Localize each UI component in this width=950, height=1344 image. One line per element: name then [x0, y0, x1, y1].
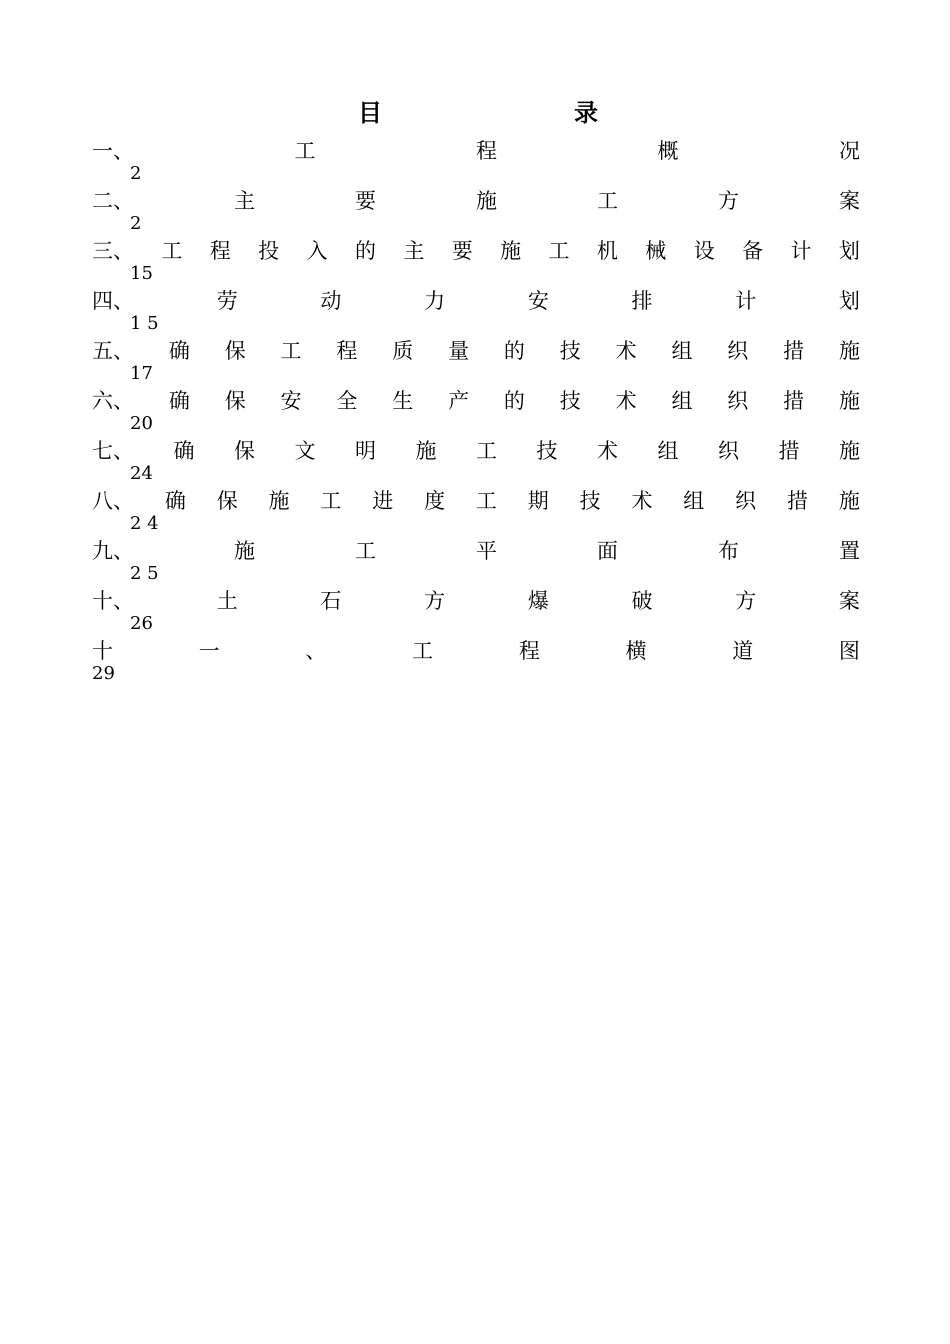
toc-entry-char: 十、 [92, 589, 134, 613]
toc-entry-char: 组 [671, 339, 693, 363]
toc-entry-page-number: 1 5 [130, 313, 159, 334]
toc-entry-heading [92, 587, 860, 615]
toc-entry-char: 明 [355, 439, 376, 463]
toc-entry-char: 工 [476, 439, 497, 463]
toc-entry-char: 确 [168, 389, 190, 413]
toc-entry-char: 五、 [92, 339, 134, 363]
toc-entry[interactable] [92, 637, 860, 687]
toc-entry-char: 程 [476, 139, 497, 163]
toc-entry-page-number: 29 [92, 663, 115, 684]
toc-entry-char: 安 [527, 289, 549, 313]
toc-entry-char: 计 [790, 239, 812, 263]
toc-entry[interactable] [92, 587, 860, 637]
toc-entry-char: 破 [631, 589, 653, 613]
toc-entry-char: 备 [742, 239, 764, 263]
toc-entry-heading [92, 137, 860, 165]
toc-entry-char: 工 [355, 539, 376, 563]
toc-entry[interactable] [92, 337, 860, 387]
toc-entry-heading [92, 337, 860, 365]
toc-entry-char: 的 [354, 239, 376, 263]
toc-entry-char: 八、 [92, 489, 134, 513]
toc-entry-char: 安 [280, 389, 302, 413]
toc-entry-heading [92, 537, 860, 565]
toc-entry-char: 措 [778, 439, 800, 463]
toc-entry-char: 工 [412, 639, 434, 663]
toc-entry-char: 六、 [92, 389, 134, 413]
toc-entry-char: 量 [448, 339, 470, 363]
toc-entry-char: 划 [838, 289, 860, 313]
toc-entry-char: 措 [786, 489, 808, 513]
toc-entry-char: 十 [92, 639, 113, 663]
toc-entry-char: 产 [448, 389, 470, 413]
toc-entry-char: 要 [355, 189, 376, 213]
toc-entry-char: 施 [476, 189, 497, 213]
toc-entry-char: 入 [306, 239, 328, 263]
toc-entry-char: 设 [693, 239, 715, 263]
toc-entry-char: 确 [164, 489, 186, 513]
toc-entry-char: 保 [234, 439, 255, 463]
toc-entry-char: 一 [198, 639, 220, 663]
toc-entry-page-number: 20 [130, 413, 153, 434]
toc-entry-page-number: 2 [130, 163, 142, 184]
toc-entry-char: 一、 [92, 139, 134, 163]
toc-title-char: 目 [358, 98, 382, 127]
toc-entry-char: 要 [451, 239, 473, 263]
toc-entry-char: 施 [838, 389, 860, 413]
toc-entry-char: 的 [503, 339, 525, 363]
toc-entry-char: 概 [657, 139, 679, 163]
toc-entry-char: 横 [625, 639, 647, 663]
toc-entry[interactable] [92, 487, 860, 537]
toc-entry-char: 技 [536, 439, 558, 463]
toc-entry[interactable] [92, 187, 860, 237]
toc-entry-char: 施 [838, 339, 860, 363]
toc-entry-heading [92, 637, 860, 665]
toc-entry-char: 工 [161, 239, 183, 263]
toc-entry-char: 施 [268, 489, 290, 513]
toc-entry-char: 排 [631, 289, 653, 313]
toc-entry-heading [92, 237, 860, 265]
toc-entry-char: 主 [403, 239, 425, 263]
toc-entry-char: 施 [500, 239, 522, 263]
toc-entry-char: 投 [258, 239, 280, 263]
toc-entry-char: 计 [735, 289, 757, 313]
table-of-contents [92, 137, 860, 687]
toc-entry-char: 劳 [216, 289, 238, 313]
toc-entry-char: 况 [839, 139, 860, 163]
toc-entry-char: 术 [615, 339, 637, 363]
toc-entry-char: 七、 [92, 439, 134, 463]
toc-entry-char: 全 [336, 389, 358, 413]
toc-entry-char: 面 [597, 539, 618, 563]
toc-entry-char: 案 [838, 589, 860, 613]
toc-entry-char: 道 [732, 639, 754, 663]
toc-entry-char: 动 [320, 289, 342, 313]
toc-entry-char: 术 [631, 489, 653, 513]
toc-title-char: 录 [574, 98, 598, 127]
toc-entry-char: 术 [597, 439, 618, 463]
toc-entry-page-number: 2 4 [130, 513, 159, 534]
toc-entry-char: 组 [683, 489, 705, 513]
toc-entry-page-number: 17 [130, 363, 153, 384]
toc-entry-page-number: 26 [130, 613, 153, 634]
toc-entry-char: 织 [727, 339, 749, 363]
toc-entry-heading [92, 187, 860, 215]
toc-entry-char: 爆 [527, 589, 549, 613]
toc-entry[interactable] [92, 537, 860, 587]
toc-entry-char: 施 [838, 489, 860, 513]
toc-entry-char: 保 [224, 389, 246, 413]
toc-entry-char: 置 [839, 539, 860, 563]
toc-entry-char: 进 [372, 489, 394, 513]
toc-entry-char: 工 [320, 489, 342, 513]
toc-entry-char: 技 [579, 489, 601, 513]
toc-entry-char: 确 [168, 339, 190, 363]
toc-entry-char: 施 [415, 439, 437, 463]
toc-entry-char: 布 [718, 539, 739, 563]
toc-entry-char: 施 [234, 539, 255, 563]
toc-entry-page-number: 2 [130, 213, 142, 234]
toc-entry-char: 工 [294, 139, 316, 163]
toc-entry-char: 确 [173, 439, 195, 463]
toc-entry-char: 石 [320, 589, 342, 613]
toc-entry-char: 平 [476, 539, 497, 563]
toc-entry[interactable] [92, 387, 860, 437]
toc-entry-char: 组 [657, 439, 679, 463]
toc-entry-char: 组 [671, 389, 693, 413]
toc-entry[interactable] [92, 237, 860, 287]
toc-entry-char: 程 [518, 639, 540, 663]
toc-entry-char: 案 [839, 189, 860, 213]
toc-entry-heading [92, 287, 860, 315]
toc-entry-char: 工 [597, 189, 618, 213]
toc-entry-char: 械 [645, 239, 667, 263]
toc-entry-char: 力 [424, 289, 446, 313]
toc-entry-char: 保 [224, 339, 246, 363]
toc-entry-char: 主 [234, 189, 255, 213]
toc-entry-char: 、 [305, 639, 327, 663]
toc-entry-char: 方 [718, 189, 739, 213]
toc-entry-char: 措 [783, 389, 805, 413]
toc-entry-char: 织 [718, 439, 739, 463]
toc-entry-char: 方 [424, 589, 446, 613]
toc-entry-char: 机 [596, 239, 618, 263]
toc-entry-char: 工 [548, 239, 570, 263]
toc-entry-char: 工 [475, 489, 497, 513]
toc-entry-char: 技 [559, 389, 581, 413]
toc-entry-char: 保 [216, 489, 238, 513]
toc-title [358, 96, 598, 130]
toc-entry-char: 三、 [92, 239, 134, 263]
toc-entry-char: 术 [615, 389, 637, 413]
toc-entry-char: 的 [503, 389, 525, 413]
toc-entry-char: 二、 [92, 189, 134, 213]
toc-entry-char: 程 [336, 339, 358, 363]
toc-entry-char: 划 [838, 239, 860, 263]
toc-entry-page-number: 24 [130, 463, 153, 484]
toc-entry-char: 生 [392, 389, 414, 413]
toc-entry-char: 图 [838, 639, 860, 663]
toc-entry-char: 四、 [92, 289, 134, 313]
toc-entry-char: 织 [735, 489, 757, 513]
toc-entry-char: 施 [839, 439, 860, 463]
toc-entry-char: 质 [392, 339, 414, 363]
toc-entry-char: 措 [783, 339, 805, 363]
toc-entry-char: 方 [735, 589, 757, 613]
toc-entry-char: 程 [209, 239, 231, 263]
toc-entry-char: 土 [216, 589, 238, 613]
toc-entry-heading [92, 437, 860, 465]
toc-entry-char: 度 [424, 489, 446, 513]
toc-entry[interactable] [92, 137, 860, 187]
toc-entry-heading [92, 487, 860, 515]
toc-entry-char: 工 [280, 339, 302, 363]
toc-entry-page-number: 2 5 [130, 563, 159, 584]
toc-entry-char: 文 [294, 439, 316, 463]
toc-entry-char: 织 [727, 389, 749, 413]
toc-entry[interactable] [92, 437, 860, 487]
toc-entry-char: 期 [527, 489, 549, 513]
toc-entry-char: 技 [559, 339, 581, 363]
toc-entry-page-number: 15 [130, 263, 153, 284]
toc-entry-char: 九、 [92, 539, 134, 563]
toc-entry-heading [92, 387, 860, 415]
toc-entry[interactable] [92, 287, 860, 337]
